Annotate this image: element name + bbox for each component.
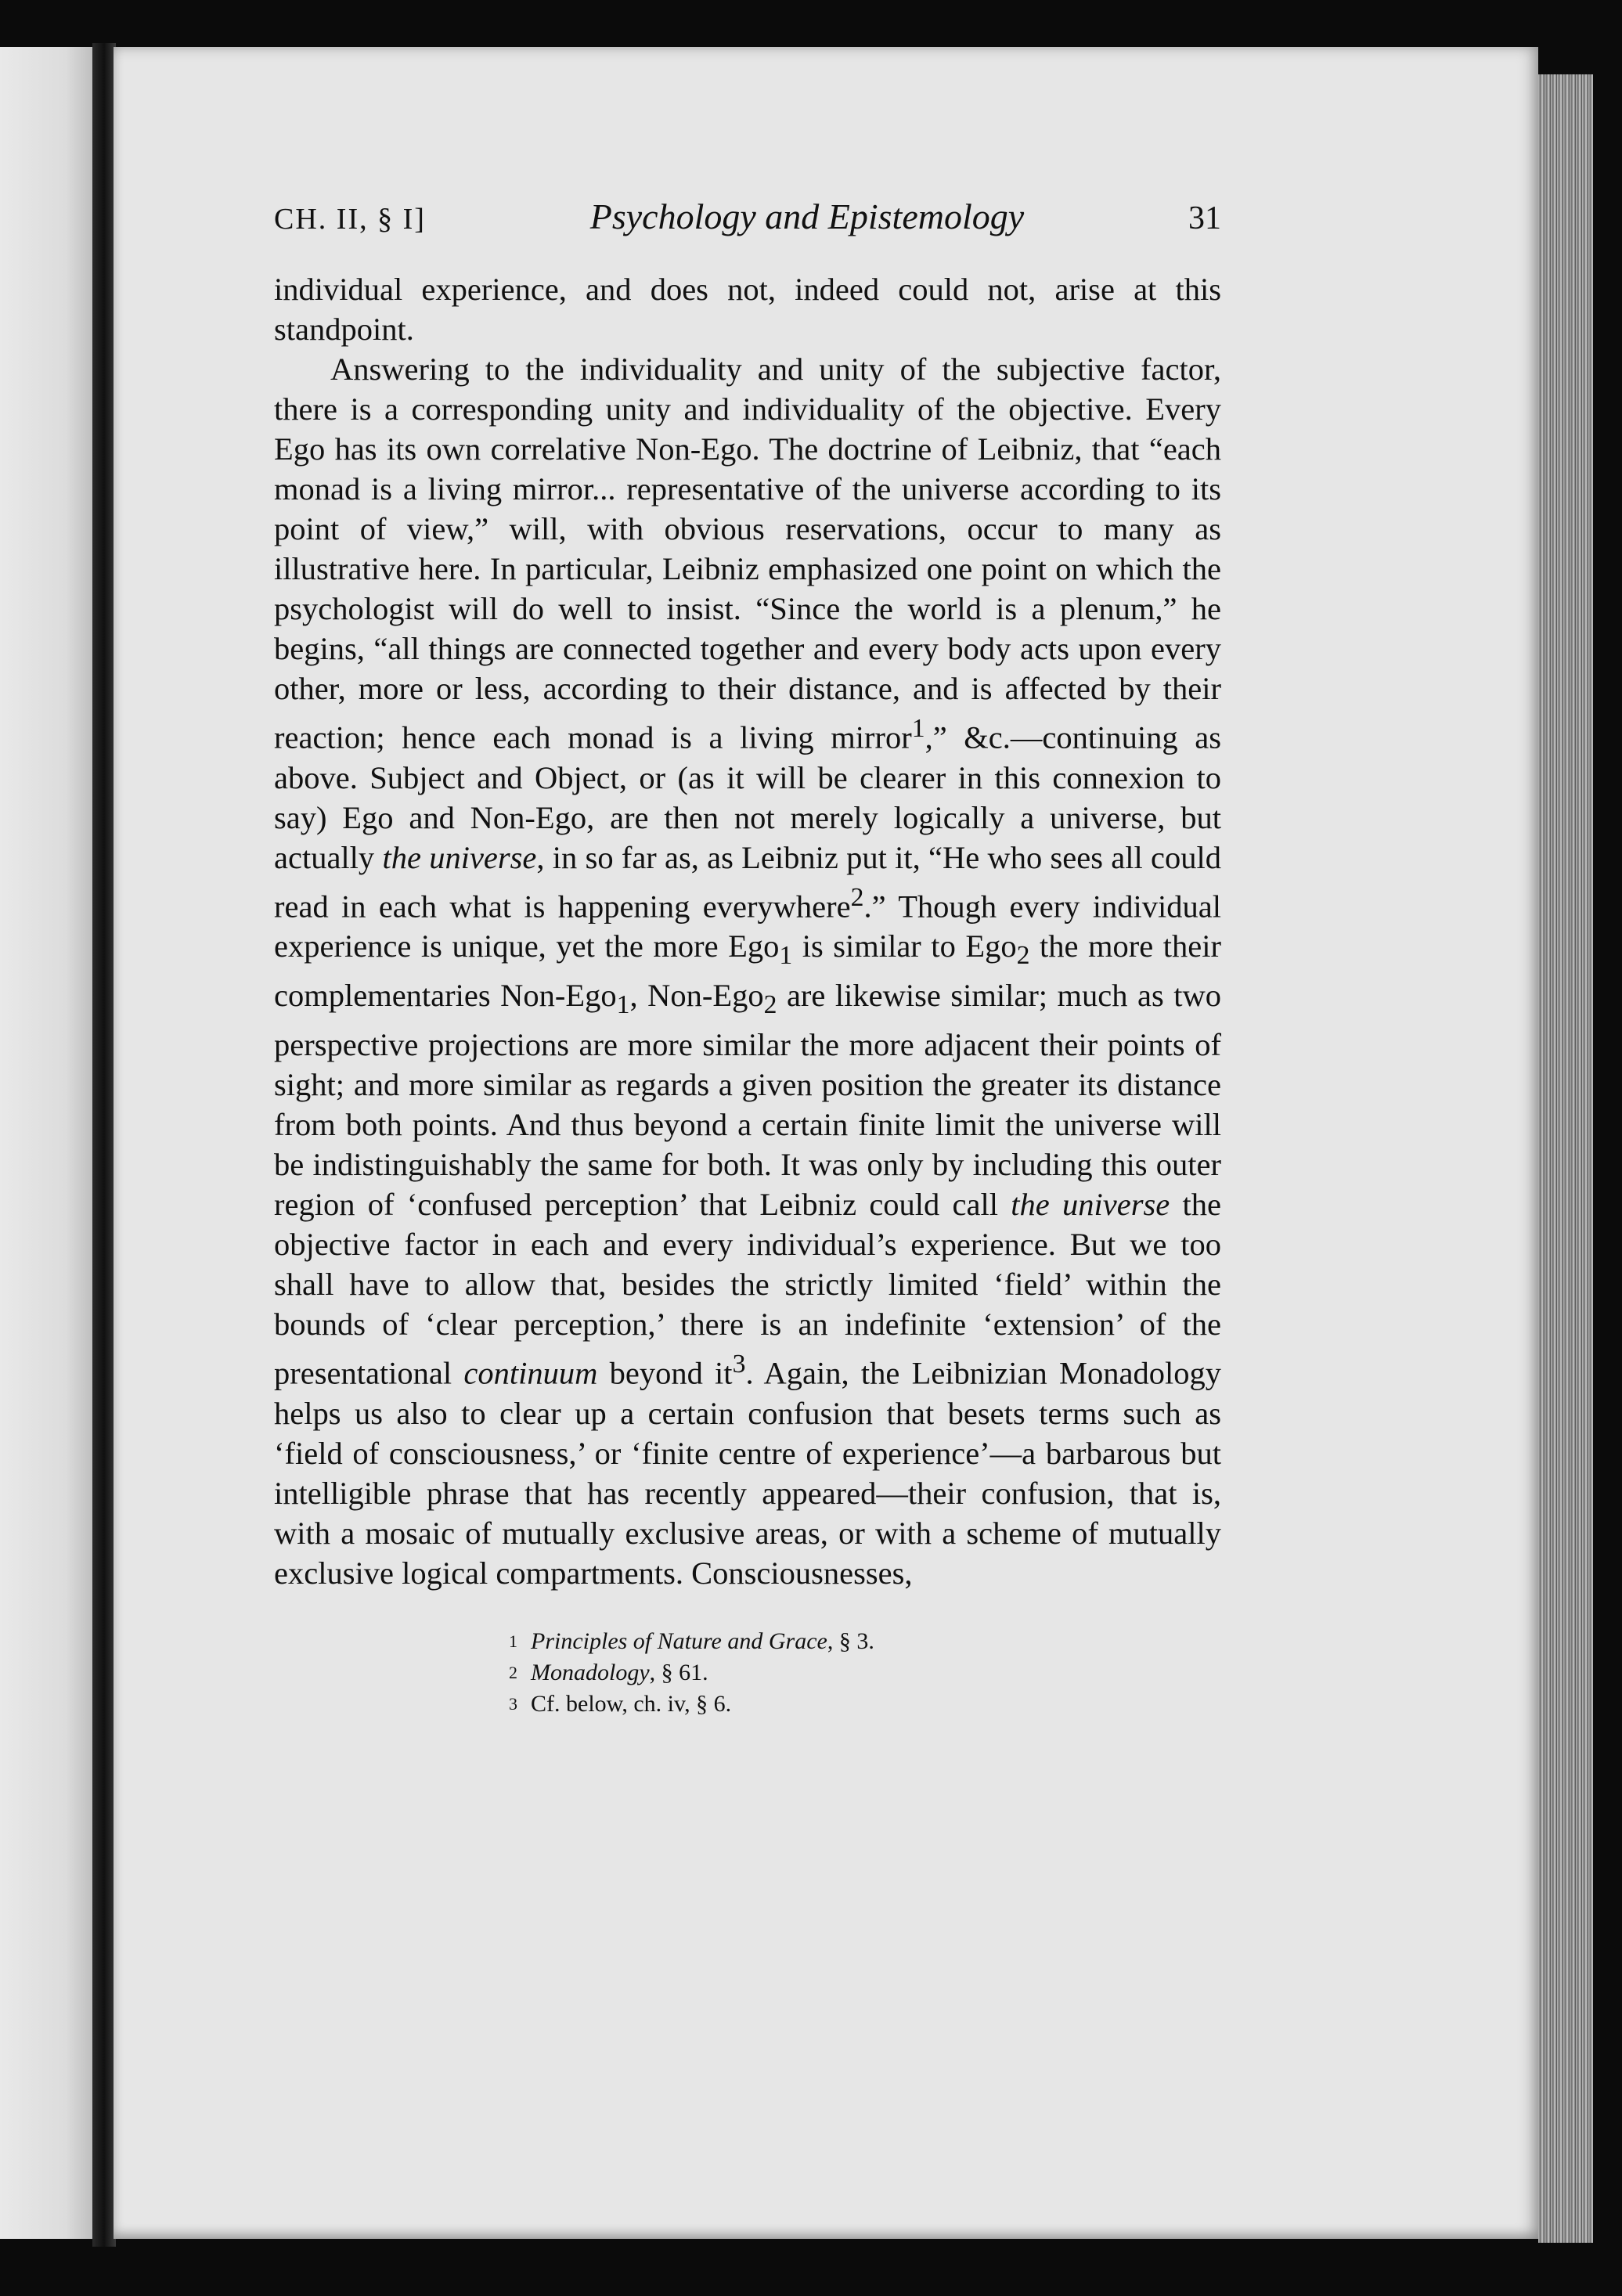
facing-page-edge: [0, 47, 94, 2239]
subscript: 2: [763, 990, 777, 1020]
page-stack-edge: [1538, 74, 1593, 2243]
footnote: 1 Principles of Nature and Grace, § 3.: [509, 1626, 1221, 1657]
page-content: [274, 196, 1221, 1720]
subscript: 1: [779, 941, 793, 971]
emphasis: the universe: [1011, 1187, 1170, 1223]
footnote-mark: 3: [509, 1693, 517, 1714]
footnote: 2 Monadology, § 61.: [509, 1657, 1221, 1689]
subscript: 2: [1016, 941, 1030, 971]
footnote-title: Monadology: [531, 1659, 650, 1685]
footnote-mark: 1: [509, 1631, 517, 1651]
footnote: 3 Cf. below, ch. iv, § 6.: [509, 1689, 1221, 1720]
running-header: [274, 196, 1221, 258]
book-gutter: [92, 43, 116, 2247]
page-number: 31: [1188, 200, 1221, 236]
footnote-mark: 2: [509, 1662, 517, 1682]
emphasis: the universe: [382, 839, 537, 875]
emphasis: continuum: [463, 1355, 598, 1391]
paragraph-continued: individual experience, and does not, indeed could not, arise at this standpoint.: [274, 272, 1221, 347]
footnotes: [509, 1626, 1221, 1720]
footnote-ref: 3: [732, 1350, 746, 1379]
running-title: Psychology and Epistemology: [589, 196, 1025, 236]
footnote-title: Principles of Nature and Grace: [531, 1627, 827, 1654]
footnote-ref: 1: [911, 714, 925, 743]
body-text: [274, 269, 1221, 1593]
chapter-reference: CH. II, § I]: [274, 203, 426, 236]
paragraph-main: Answering to the individuality and unity of the subjective factor, there is a corresponding unity and individuality of the objective. Every Ego has its own correlative Non-Ego. The doctrine of Leibniz, that “each monad is a living mirror... representative of the universe according to its point of view,” will, with obvious reservations, occur to many as illustrative here. In particular, Leibniz emphasized one point on which the psychologist will do well to insist. “Since the world is a plenum,” he begins, “all things are connected together and every body acts upon every other, more or less, according to their distance, and is affected by their reaction; hence each monad is a living mirror$^1$,” &c.—continuing as above. Subject and Object, or (as it will be clearer in this connexion to say) Ego and Non-Ego, are then not merely logically a universe, but actually the universe, in so far as, as Leibniz put it, “He who sees all could read in each what is happening everywhere$^2$.” Though every individual experience is unique, yet the more Ego$_1$ is similar to Ego$_2$ the more their complementaries Non-Ego$_1$, Non-Ego$_2$ are likewise similar; much as two perspective projections are more similar the more adjacent their points of sight; and more similar as regards a given position the greater its distance from both points. And thus beyond a certain finite limit the universe will be indistinguishably the same for both. It was only by including this outer region of ‘confused perception’ that Leibniz could call the universe the objective factor in each and every individual’s experience. But we too shall have to allow that, besides the strictly limited ‘field’ within the bounds of ‘clear perception,’ there is an indefinite ‘extension’ of the presentational continuum beyond $it^3$. Again, the Leibnizian Monadology helps us also to clear up a certain confusion that besets terms such as ‘field of consciousness,’ or ‘finite centre of experience’—a barbarous but intelligible phrase that has recently appeared—their confusion, that is, with a mosaic of mutually exclusive areas, or with a scheme of mutually exclusive logical compartments. Consciousnesses,: [274, 351, 1222, 1591]
subscript: 1: [616, 990, 630, 1020]
footnote-ref: 2: [850, 882, 864, 912]
